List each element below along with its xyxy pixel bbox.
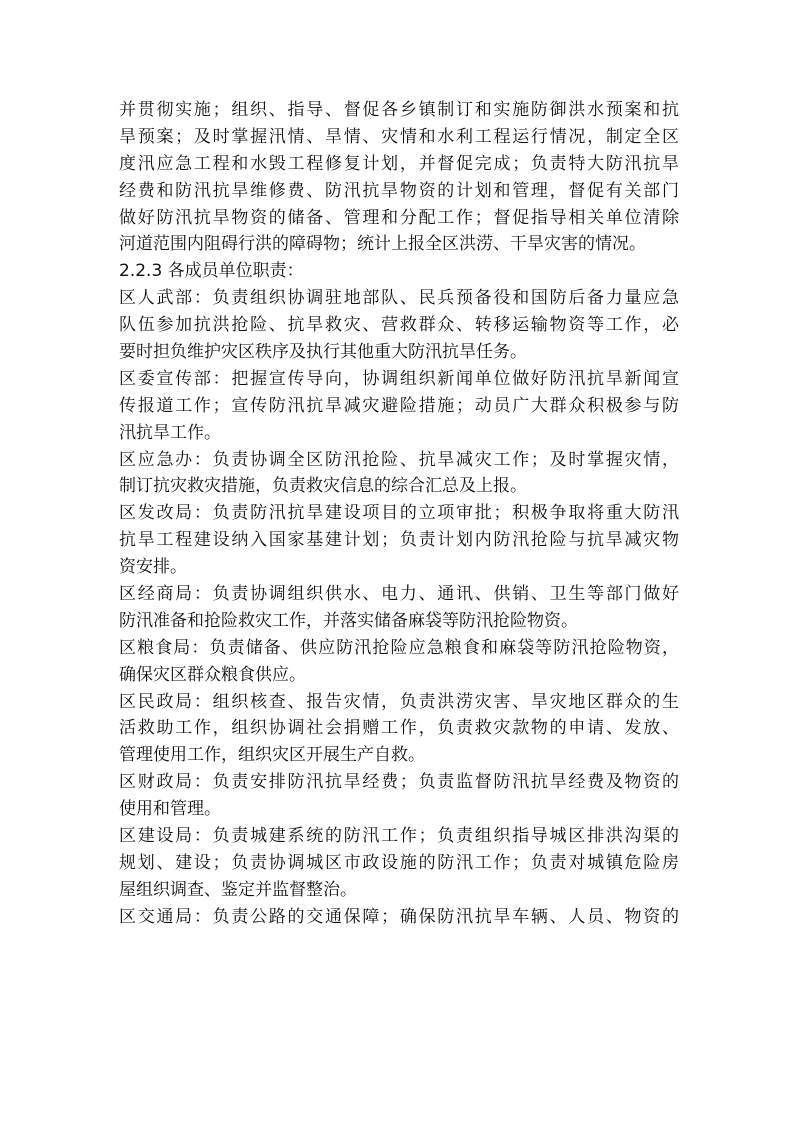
- paragraph-development-reform-bureau: [119, 500, 679, 581]
- paragraph-civil-affairs-bureau: [119, 689, 679, 770]
- text-line: 抗旱工程建设纳入国家基建计划；负责计划内防汛抢险与抗旱减灾物: [119, 530, 679, 551]
- text-line: 区委宣传部：把握宣传导向，协调组织新闻单位做好防汛抗旱新闻宣: [119, 368, 679, 389]
- text-line: 河道范围内阻碍行洪的障碍物；统计上报全区洪涝、干旱灾害的情况。: [119, 234, 646, 255]
- text-line: 规划、建设；负责协调城区市政设施的防汛工作；负责对城镇危险房: [119, 852, 679, 873]
- paragraph-grain-bureau: [119, 635, 679, 689]
- text-line: 汛抗旱工作。: [119, 422, 221, 443]
- text-line: 使用和管理。: [119, 799, 221, 820]
- paragraph-economy-commerce-bureau: [119, 581, 679, 635]
- text-line: 要时担负维护灾区秩序及执行其他重大防汛抗旱任务。: [119, 342, 527, 363]
- text-line: 制订抗灾救灾措施，负责救灾信息的综合汇总及上报。: [119, 476, 527, 497]
- text-line: 屋组织调查、鉴定并监督整治。: [119, 879, 357, 900]
- paragraph-emergency-office: [119, 447, 679, 501]
- text-line: 区发改局：负责防汛抗旱建设项目的立项审批；积极争取将重大防汛: [119, 503, 679, 524]
- paragraph-construction-bureau: [119, 823, 679, 904]
- text-line: 2.2.3 各成员单位职责：: [119, 261, 304, 282]
- text-line: 活救助工作，组织协调社会捐赠工作，负责救灾款物的申请、发放、: [119, 718, 679, 739]
- text-line: 管理使用工作，组织灾区开展生产自救。: [119, 745, 425, 766]
- text-line: 资安排。: [119, 557, 187, 578]
- text-line: 并贯彻实施；组织、指导、督促各乡镇制订和实施防御洪水预案和抗: [119, 100, 679, 120]
- text-line: 经费和防汛抗旱维修费、防汛抗旱物资的计划和管理，督促有关部门: [119, 180, 679, 201]
- text-line: 防汛准备和抢险救灾工作，并落实储备麻袋等防汛抢险物资。: [119, 610, 578, 631]
- text-line: 区人武部：负责组织协调驻地部队、民兵预备役和国防后备力量应急: [119, 288, 679, 309]
- text-line: 度汛应急工程和水毁工程修复计划，并督促完成；负责特大防汛抗旱: [119, 153, 679, 174]
- text-line: 区民政局：组织核查、报告灾情，负责洪涝灾害、旱灾地区群众的生: [119, 691, 679, 712]
- text-line: 区经商局：负责协调组织供水、电力、通讯、供销、卫生等部门做好: [119, 584, 679, 605]
- text-line: 区建设局：负责城建系统的防汛工作；负责组织指导城区排洪沟渠的: [119, 826, 679, 847]
- paragraph-transport-bureau: [119, 904, 679, 931]
- text-line: 区粮食局：负责储备、供应防汛抢险应急粮食和麻袋等防汛抢险物资，: [119, 637, 679, 658]
- paragraph-propaganda-department: [119, 366, 679, 447]
- paragraph-continuation-paragraph: [119, 97, 679, 258]
- text-line: 做好防汛抗旱物资的储备、管理和分配工作；督促指导相关单位清除: [119, 207, 679, 228]
- document-page: [119, 97, 679, 931]
- text-line: 区财政局：负责安排防汛抗旱经费；负责监督防汛抗旱经费及物资的: [119, 772, 679, 793]
- text-line: 传报道工作；宣传防汛抗旱减灾避险措施；动员广大群众积极参与防: [119, 395, 679, 416]
- text-line: 旱预案；及时掌握汛情、旱情、灾情和水利工程运行情况，制定全区: [119, 126, 679, 147]
- text-line: 区交通局：负责公路的交通保障；确保防汛抗旱车辆、人员、物资的: [119, 906, 679, 927]
- paragraph-finance-bureau: [119, 769, 679, 823]
- paragraph-section-heading: [119, 258, 679, 285]
- text-line: 确保灾区群众粮食供应。: [119, 664, 306, 685]
- text-line: 队伍参加抗洪抢险、抗旱救灾、营救群众、转移运输物资等工作，必: [119, 315, 679, 336]
- text-line: 区应急办：负责协调全区防汛抢险、抗旱减灾工作；及时掌握灾情，: [119, 449, 679, 470]
- paragraph-district-armed-forces: [119, 285, 679, 366]
